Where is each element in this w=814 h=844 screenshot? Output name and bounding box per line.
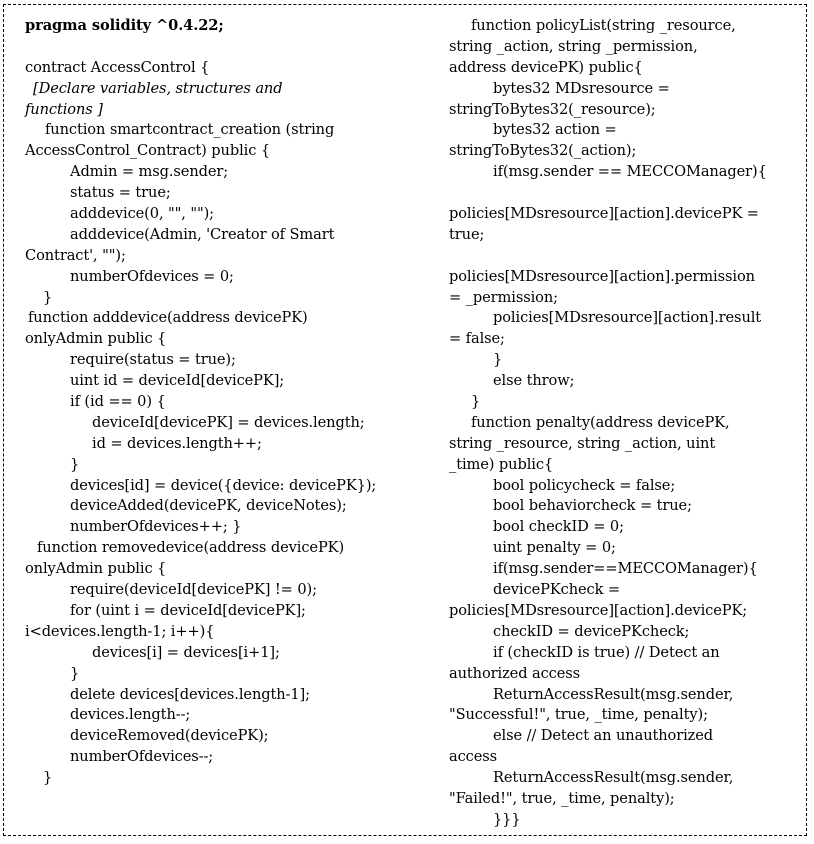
- code-line: address devicePK) public{: [449, 58, 643, 76]
- code-line: ReturnAccessResult(msg.sender,: [493, 769, 734, 787]
- code-line: deviceRemoved(devicePK);: [70, 727, 269, 745]
- code-line: function penalty(address devicePK,: [471, 413, 730, 431]
- code-line: numberOfdevices--;: [70, 748, 214, 766]
- code-line: }: [43, 288, 53, 306]
- code-line: bool behaviorcheck = true;: [493, 497, 692, 515]
- code-line: ReturnAccessResult(msg.sender,: [493, 685, 734, 703]
- blank-line: [449, 246, 805, 267]
- code-line: require(deviceId[devicePK] != 0);: [70, 581, 317, 599]
- code-line: bool checkID = 0;: [493, 518, 624, 536]
- code-line: delete devices[devices.length-1];: [70, 685, 310, 703]
- code-line: function removedevice(address devicePK): [37, 539, 345, 557]
- code-line: id = devices.length++;: [92, 434, 262, 452]
- code-line: function policyList(string _resource,: [471, 17, 736, 34]
- code-line: true;: [449, 225, 485, 243]
- code-line: numberOfdevices = 0;: [70, 267, 234, 285]
- code-line: }: [43, 769, 53, 787]
- code-line: bytes32 MDsresource =: [493, 79, 670, 97]
- code-line: }: [471, 393, 481, 411]
- comment-line: functions ]: [25, 100, 103, 118]
- comment-line: [Declare variables, structures and: [33, 79, 283, 97]
- code-line: bytes32 action =: [493, 121, 617, 139]
- code-line: stringToBytes32(_action);: [449, 142, 637, 160]
- code-line: onlyAdmin public {: [25, 560, 167, 578]
- code-line: = _permission;: [449, 288, 558, 306]
- code-line: authorized access: [449, 664, 581, 682]
- code-line: devices[i] = devices[i+1];: [92, 643, 280, 661]
- code-line: AccessControl_Contract) public {: [25, 142, 271, 160]
- code-line: else throw;: [493, 372, 575, 390]
- code-line: bool policycheck = false;: [493, 476, 676, 494]
- code-line: require(status = true);: [70, 351, 236, 369]
- code-line: stringToBytes32(_resource);: [449, 100, 656, 118]
- code-line: policies[MDsresource][action].permission: [449, 267, 755, 285]
- code-line: Contract', "");: [25, 246, 126, 264]
- code-line: if (id == 0) {: [70, 393, 166, 411]
- code-line: string _resource, string _action, uint: [449, 434, 716, 452]
- pragma-line: pragma solidity ^0.4.22;: [25, 17, 224, 34]
- code-line: if(msg.sender==MECCOManager){: [493, 560, 758, 578]
- code-line: for (uint i = deviceId[devicePK];: [70, 601, 306, 619]
- code-line: "Failed!", true, _time, penalty);: [449, 789, 675, 807]
- code-line: else // Detect an unauthorized: [493, 727, 714, 745]
- code-line: policies[MDsresource][action].devicePK =: [449, 205, 759, 223]
- code-line: }: [493, 351, 503, 369]
- code-line: devices[id] = device({device: devicePK});: [70, 476, 377, 494]
- code-line: devices.length--;: [70, 706, 191, 724]
- code-line: contract AccessControl {: [25, 58, 210, 76]
- code-line: access: [449, 748, 498, 766]
- code-line: if (checkID is true) // Detect an: [493, 643, 720, 661]
- code-line: "Successful!", true, _time, penalty);: [449, 706, 708, 724]
- blank-line: [449, 183, 805, 204]
- code-line: }}}: [493, 810, 521, 828]
- code-line: = false;: [449, 330, 505, 348]
- code-line: adddevice(0, "", "");: [70, 205, 214, 223]
- code-line: Admin = msg.sender;: [70, 163, 229, 181]
- code-line: checkID = devicePKcheck;: [493, 622, 690, 640]
- code-line: uint penalty = 0;: [493, 539, 616, 557]
- code-line: }: [70, 664, 80, 682]
- code-line: function adddevice(address devicePK): [28, 309, 308, 327]
- code-line: function smartcontract_creation (string: [45, 121, 335, 139]
- code-line: numberOfdevices++; }: [70, 518, 242, 536]
- code-line: string _action, string _permission,: [449, 37, 698, 55]
- code-line: adddevice(Admin, 'Creator of Smart: [70, 225, 335, 243]
- code-line: devicePKcheck =: [493, 581, 621, 599]
- blank-line: [25, 37, 435, 58]
- code-column-right: [449, 16, 805, 831]
- code-line: }: [70, 455, 80, 473]
- code-line: status = true;: [70, 184, 171, 202]
- code-line: policies[MDsresource][action].result: [493, 309, 762, 327]
- code-line: policies[MDsresource][action].devicePK;: [449, 601, 748, 619]
- code-line: _time) public{: [449, 455, 554, 473]
- code-line: deviceId[devicePK] = devices.length;: [92, 413, 365, 431]
- code-line: i<devices.length-1; i++){: [25, 622, 215, 640]
- code-line: uint id = deviceId[devicePK];: [70, 372, 285, 390]
- code-line: onlyAdmin public {: [25, 330, 167, 348]
- code-line: if(msg.sender == MECCOManager){: [493, 163, 767, 181]
- code-column-left: [25, 16, 435, 789]
- code-line: deviceAdded(devicePK, deviceNotes);: [70, 497, 347, 515]
